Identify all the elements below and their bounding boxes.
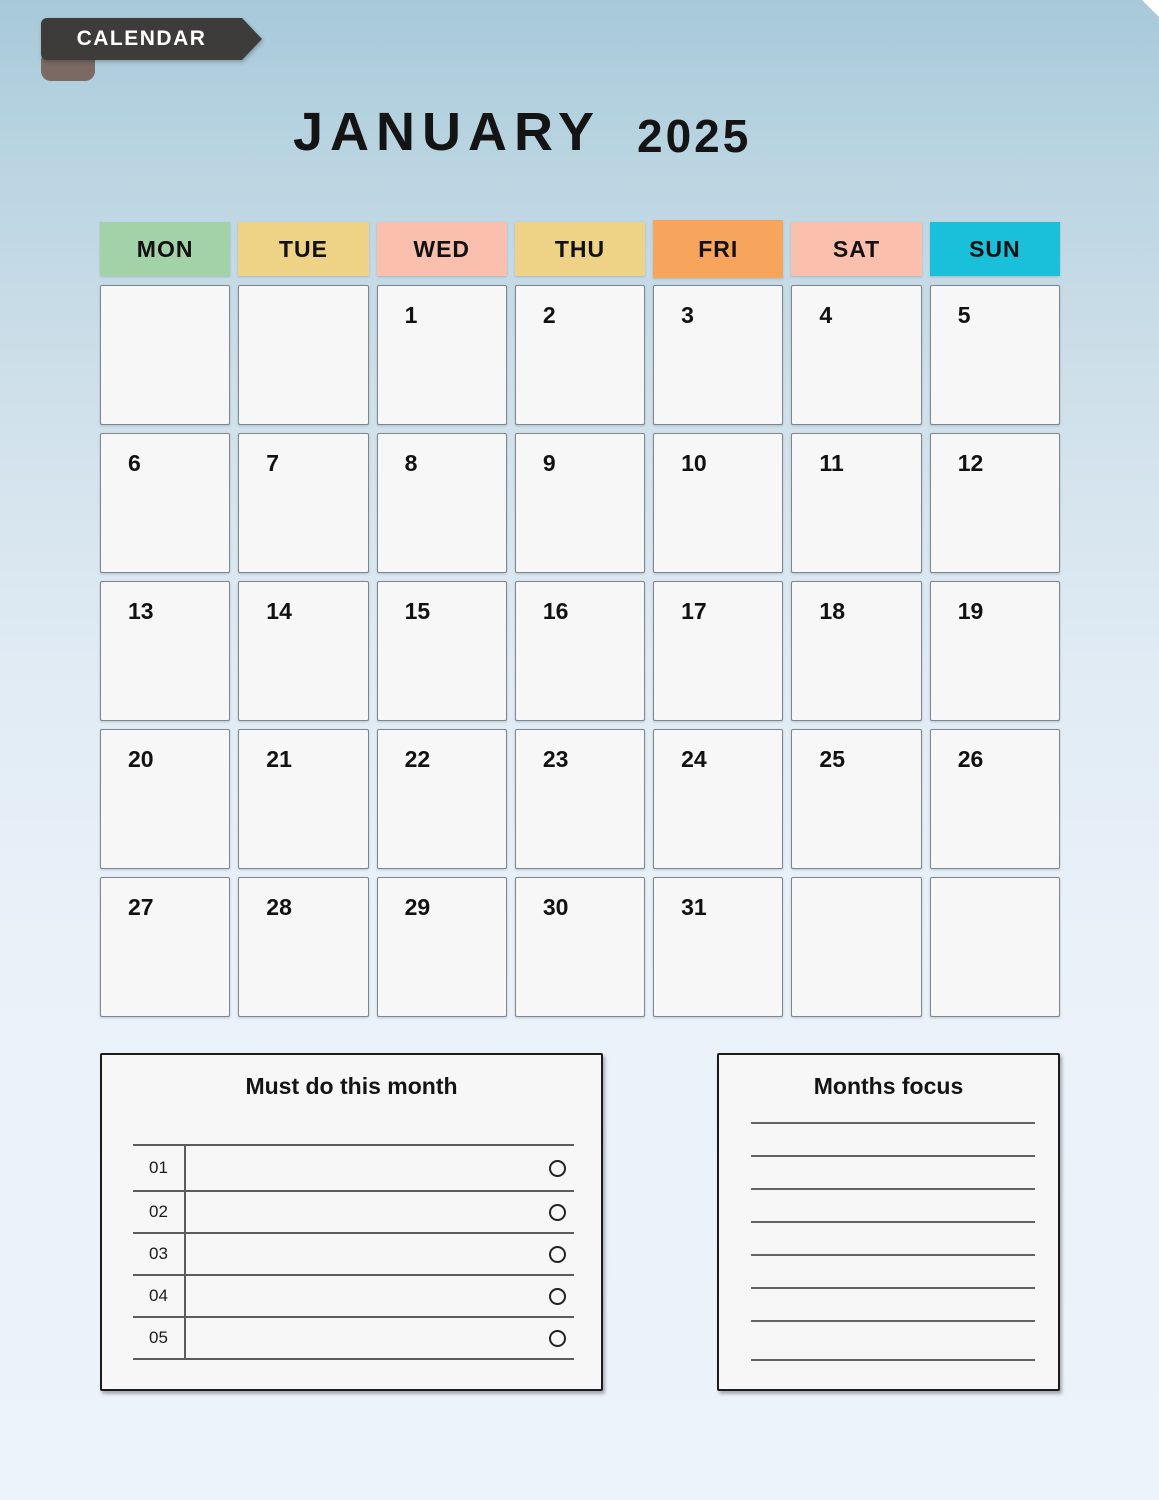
- day-number: 19: [957, 598, 984, 624]
- day-number: 10: [681, 450, 707, 476]
- day-number: 21: [266, 746, 292, 772]
- weekday-header-wed: WED: [377, 222, 507, 276]
- todo-row-05: [133, 1318, 574, 1360]
- day-number: 29: [404, 894, 431, 920]
- day-number: 24: [681, 746, 707, 772]
- focus-writing-line: [751, 1188, 1035, 1190]
- day-cell-14: [238, 581, 368, 721]
- day-number: 16: [542, 598, 569, 624]
- day-number: 30: [542, 894, 569, 920]
- day-cell-20: [100, 729, 230, 869]
- todo-row-04: [133, 1276, 574, 1318]
- checkbox-circle-icon: [549, 1204, 566, 1221]
- day-number: 7: [266, 450, 280, 476]
- focus-writing-line: [751, 1287, 1035, 1289]
- day-number: 9: [542, 450, 556, 476]
- weekday-header-fri: FRI: [653, 220, 783, 278]
- day-cell-29: [377, 877, 507, 1017]
- day-number: 6: [128, 450, 141, 476]
- calendar-grid: [100, 285, 1060, 1017]
- day-cell-empty: [930, 877, 1060, 1017]
- day-cell-21: [238, 729, 368, 869]
- focus-writing-line: [751, 1359, 1035, 1361]
- day-number: 20: [128, 746, 154, 772]
- focus-writing-line: [751, 1221, 1035, 1223]
- focus-writing-line: [751, 1254, 1035, 1256]
- ribbon-label: CALENDAR: [76, 27, 207, 50]
- weekday-header-tue: TUE: [238, 222, 368, 276]
- year-title: 2025: [637, 110, 752, 162]
- day-cell-8: [377, 433, 507, 573]
- day-cell-23: [515, 729, 645, 869]
- day-number: 17: [681, 598, 707, 624]
- day-cell-empty: [100, 285, 230, 425]
- day-cell-7: [238, 433, 368, 573]
- weekday-header-sat: SAT: [791, 222, 921, 276]
- day-cell-16: [515, 581, 645, 721]
- ribbon-arrow-icon: [242, 18, 262, 60]
- day-cell-25: [791, 729, 921, 869]
- weekday-header-mon: MON: [100, 222, 230, 276]
- day-cell-31: [653, 877, 783, 1017]
- todo-row-03: [133, 1234, 574, 1276]
- todo-row-number: 01: [133, 1146, 186, 1190]
- day-cell-3: [653, 285, 783, 425]
- day-cell-empty: [791, 877, 921, 1017]
- ribbon-banner: [41, 18, 242, 60]
- day-number: 3: [681, 302, 694, 328]
- day-number: 13: [128, 598, 154, 624]
- todo-row-number: 05: [133, 1318, 186, 1358]
- day-cell-12: [930, 433, 1060, 573]
- day-cell-22: [377, 729, 507, 869]
- month-title: JANUARY: [293, 102, 602, 162]
- day-cell-9: [515, 433, 645, 573]
- day-cell-5: [930, 285, 1060, 425]
- day-number: 23: [542, 746, 569, 772]
- day-number: 8: [404, 450, 418, 476]
- day-cell-13: [100, 581, 230, 721]
- day-cell-1: [377, 285, 507, 425]
- day-number: 1: [404, 302, 418, 328]
- day-cell-4: [791, 285, 921, 425]
- todo-row-number: 03: [133, 1234, 186, 1274]
- months-focus-panel: [717, 1053, 1060, 1391]
- weekday-header-thu: THU: [515, 222, 645, 276]
- must-do-title: Must do this month: [245, 1073, 458, 1099]
- day-number: 25: [819, 746, 846, 772]
- focus-writing-line: [751, 1320, 1035, 1322]
- day-number: 4: [819, 302, 833, 328]
- day-cell-17: [653, 581, 783, 721]
- months-focus-title: Months focus: [813, 1073, 964, 1099]
- day-number: 31: [681, 894, 707, 920]
- weekday-header-row: [100, 222, 1060, 276]
- day-cell-empty: [238, 285, 368, 425]
- day-number: 15: [404, 598, 431, 624]
- day-cell-11: [791, 433, 921, 573]
- day-cell-6: [100, 433, 230, 573]
- todo-row-number: 04: [133, 1276, 186, 1316]
- todo-list: [133, 1144, 574, 1360]
- calendar-ribbon: [41, 18, 262, 60]
- checkbox-circle-icon: [549, 1330, 566, 1347]
- must-do-panel: [100, 1053, 603, 1391]
- page-corner-cut: [1142, 0, 1159, 17]
- day-number: 27: [128, 894, 154, 920]
- day-cell-18: [791, 581, 921, 721]
- day-cell-27: [100, 877, 230, 1017]
- day-number: 12: [957, 450, 984, 476]
- day-number: 5: [957, 302, 971, 328]
- focus-lines: [751, 1122, 1035, 1361]
- day-number: 14: [266, 598, 292, 624]
- todo-row-01: [133, 1146, 574, 1192]
- day-number: 2: [542, 302, 556, 328]
- day-cell-28: [238, 877, 368, 1017]
- day-cell-15: [377, 581, 507, 721]
- todo-row-02: [133, 1192, 574, 1234]
- focus-writing-line: [751, 1122, 1035, 1124]
- day-number: 18: [819, 598, 846, 624]
- day-number: 22: [404, 746, 431, 772]
- day-cell-24: [653, 729, 783, 869]
- day-cell-30: [515, 877, 645, 1017]
- day-number: 26: [957, 746, 984, 772]
- checkbox-circle-icon: [549, 1160, 566, 1177]
- focus-writing-line: [751, 1155, 1035, 1157]
- day-cell-19: [930, 581, 1060, 721]
- day-number: 28: [266, 894, 292, 920]
- todo-row-number: 02: [133, 1192, 186, 1232]
- day-cell-2: [515, 285, 645, 425]
- weekday-header-sun: SUN: [930, 222, 1060, 276]
- day-cell-26: [930, 729, 1060, 869]
- checkbox-circle-icon: [549, 1246, 566, 1263]
- day-cell-10: [653, 433, 783, 573]
- day-number: 11: [819, 450, 844, 476]
- checkbox-circle-icon: [549, 1288, 566, 1305]
